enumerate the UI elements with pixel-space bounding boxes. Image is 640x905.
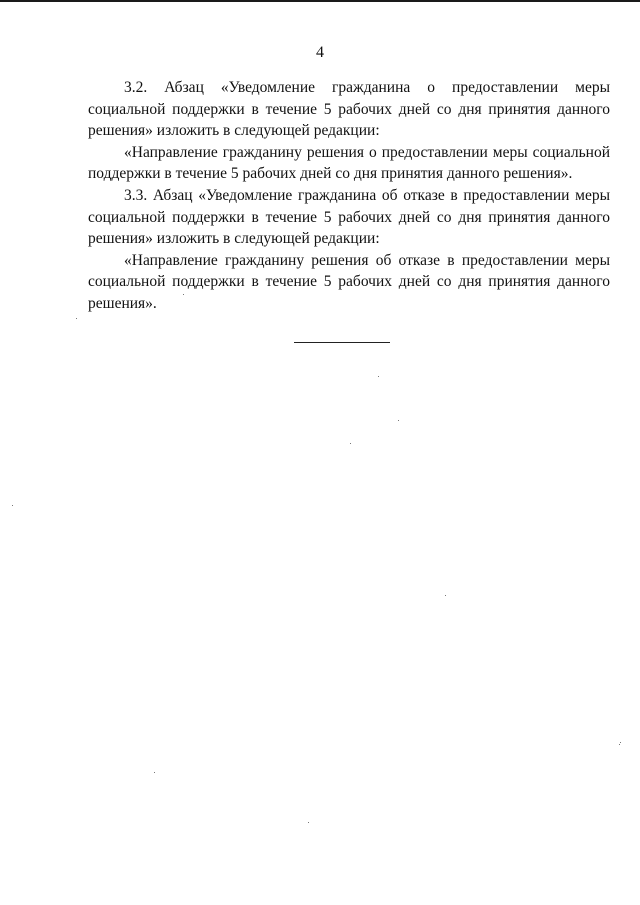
scan-speck [619,744,620,745]
scan-speck [308,822,309,823]
scan-speck [620,742,621,743]
paragraph-3-3: 3.3. Абзац «Уведомление гражданина об отказе в предоставлении меры социальной поддержки в течение 5 рабочих дней со дня принятия данного решения» изложить в следующей редакции: [88,186,610,248]
scan-speck [350,443,351,444]
closing-rule [294,342,390,343]
paragraph-3-2: 3.2. Абзац «Уведомление гражданина о предоставлении меры социальной поддержки в течение 5 рабочих дней со дня принятия данного решения» изложить в следующей редакции: [88,79,610,140]
scan-speck [445,595,446,596]
scan-speck [76,318,77,319]
page-number: 4 [316,44,324,61]
scan-speck [398,420,399,421]
document-body [88,77,610,315]
scan-speck [154,772,155,773]
paragraph-3-3-new-wording: «Направление гражданину решения об отказе в предоставлении меры социальной поддержки в течение 5 рабочих дней со дня принятия данного решения». [88,251,610,312]
scan-top-edge [0,0,640,2]
scan-speck [12,505,13,506]
scan-speck [183,294,184,295]
scan-speck [378,376,379,377]
paragraph-3-2-new-wording: «Направление гражданину решения о предоставлении меры социальной поддержки в течение 5 рабочих дней со дня принятия данного решения». [88,143,610,183]
